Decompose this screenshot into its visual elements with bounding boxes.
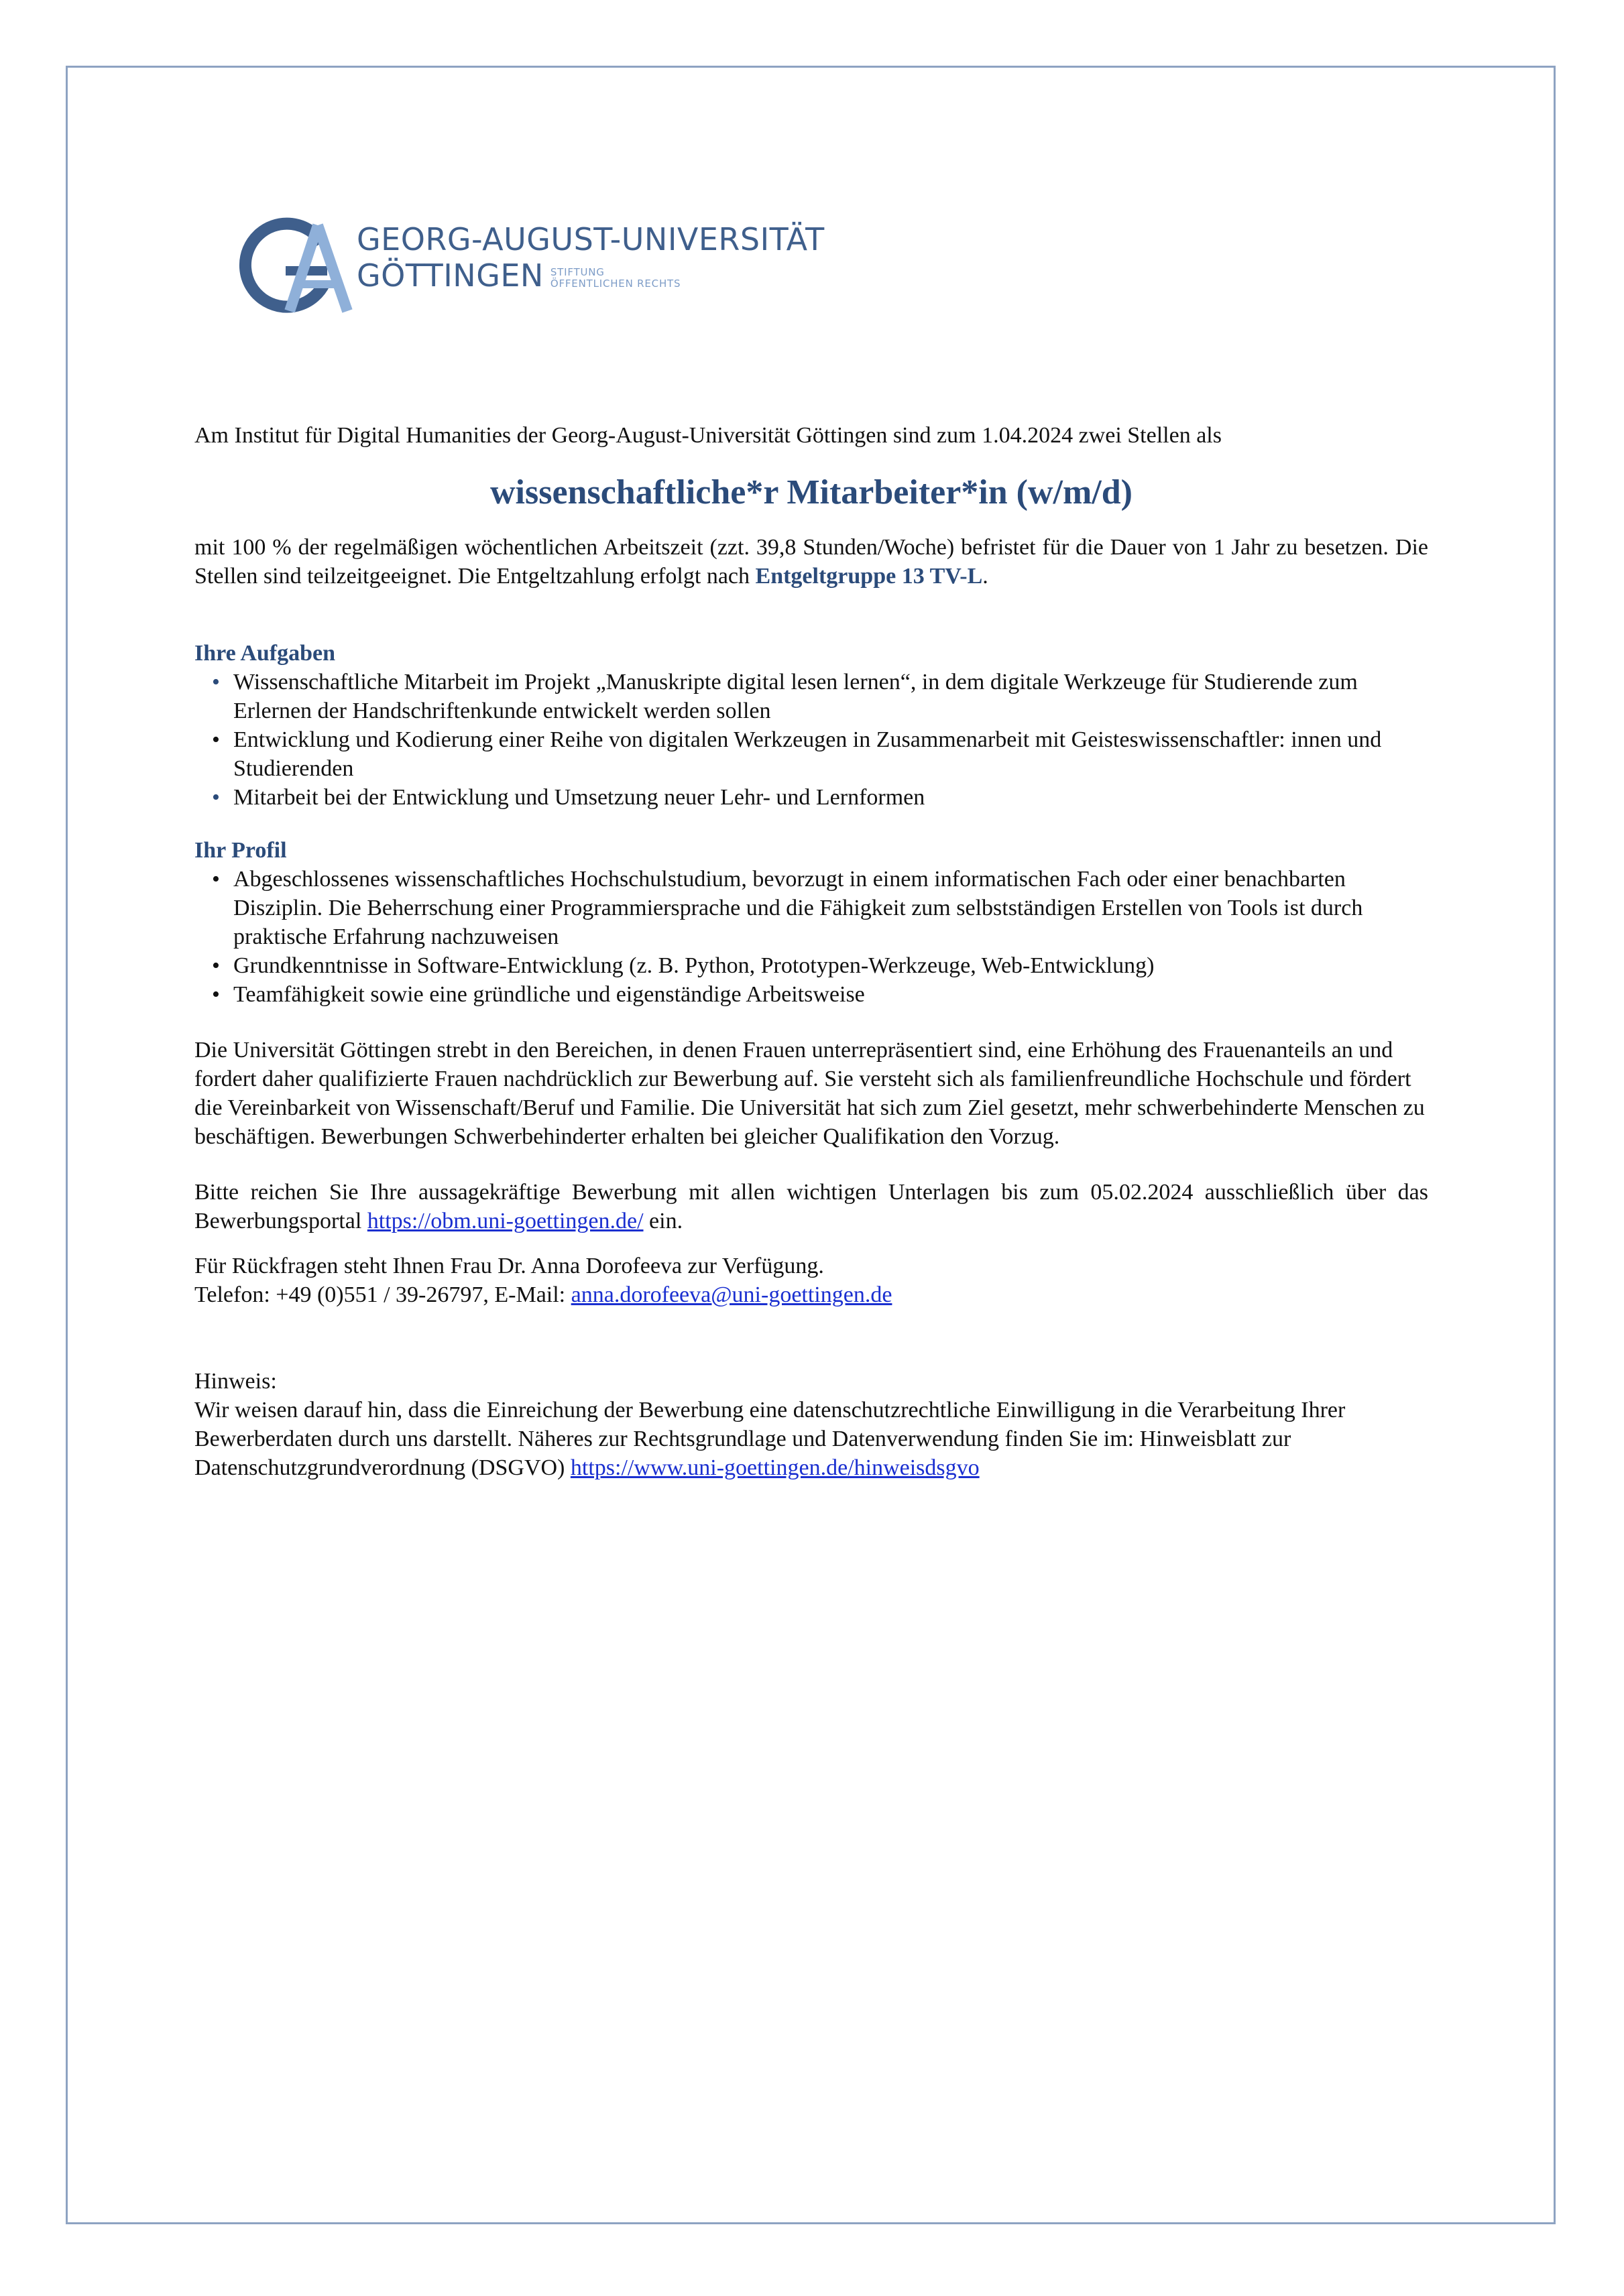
job-title: wissenschaftliche*r Mitarbeiter*in (w/m/d) (490, 473, 1133, 511)
logo-subtitle: STIFTUNG ÖFFENTLICHEN RECHTS (550, 266, 681, 290)
application-portal-link[interactable]: https://obm.uni-goettingen.de/ (367, 1209, 644, 1233)
contact-email-link[interactable]: anna.dorofeeva@uni-goettingen.de (571, 1282, 892, 1307)
list-item: • Entwicklung und Kodierung einer Reihe von digitalen Werkzeugen in Zusammenarbeit mit Geisteswissenschaftler: innen und Studierenden (194, 725, 1428, 783)
list-item: • Mitarbeit bei der Entwicklung und Umsetzung neuer Lehr- und Lernformen (194, 783, 1428, 812)
notice-label: Hinweis: (194, 1369, 277, 1394)
profile-list (194, 865, 1428, 1009)
bullet-icon: • (212, 727, 220, 752)
bullet-icon: • (212, 867, 220, 892)
terms-paragraph: mit 100 % der regelmäßigen wöchentlichen Arbeitszeit (zzt. 39,8 Stunden/Woche) befristet für die Dauer von 1 Jahr zu besetzen. Die Stellen sind teilzeitgeeignet. Die Entgeltzahlung erfolgt nach Entgeltgruppe 13 TV-L. (194, 535, 1428, 589)
job-posting (194, 421, 1428, 1482)
tasks-heading: Ihre Aufgaben (194, 641, 336, 666)
contact-details: Telefon: +49 (0)551 / 39-26797, E-Mail: anna.dorofeeva@uni-goettingen.de (194, 1282, 892, 1307)
profile-heading: Ihr Profil (194, 838, 287, 863)
tasks-list (194, 668, 1428, 812)
privacy-notice: Wir weisen darauf hin, dass die Einreichung der Bewerbung eine datenschutzrechtliche Einwilligung in die Verarbeitung Ihrer Bewerberdaten durch uns darstellt. Näheres zur Rechtsgrundlage und Datenverwendung finden Sie im: Hinweisblatt zur Datenschutzgrundverordnung (DSGVO) https://www.uni-goettingen.de/hinweisdsgvo (194, 1398, 1346, 1480)
application-instructions: Bitte reichen Sie Ihre aussagekräftige Bewerbung mit allen wichtigen Unterlagen bis zum 05.02.2024 ausschließlich über das Bewerbungsportal https://obm.uni-goettingen.de/ ein. (194, 1180, 1428, 1233)
ga-logo-mark-icon (239, 213, 353, 314)
pay-group: Entgeltgruppe 13 TV-L (755, 564, 983, 589)
list-item: • Wissenschaftliche Mitarbeit im Projekt „Manuskripte digital lesen lernen“, in dem digitale Werkzeuge für Studierende zum Erlernen der Handschriftenkunde entwickelt werden sollen (194, 668, 1428, 725)
bullet-icon: • (212, 953, 220, 978)
university-logo (239, 213, 825, 314)
contact-person: Für Rückfragen steht Ihnen Frau Dr. Anna Dorofeeva zur Verfügung. (194, 1254, 824, 1278)
list-item: • Teamfähigkeit sowie eine gründliche und eigenständige Arbeitsweise (194, 980, 1428, 1009)
intro-text: Am Institut für Digital Humanities der Georg-August-Universität Göttingen sind zum 1.04.2024 zwei Stellen als (194, 423, 1222, 448)
bullet-icon: • (212, 785, 220, 810)
list-item: • Abgeschlossenes wissenschaftliches Hochschulstudium, bevorzugt in einem informatischen Fach oder einer benachbarten Disziplin. Die Beherrschung einer Programmiersprache und die Fähigkeit zum selbstständigen Erstellen von Tools ist durch praktische Erfahrung nachzuweisen (194, 865, 1428, 951)
bullet-icon: • (212, 670, 220, 694)
equality-statement: Die Universität Göttingen strebt in den Bereichen, in denen Frauen unterrepräsentiert sind, eine Erhöhung des Frauenanteils an und fordert daher qualifizierte Frauen nachdrücklich zur Bewerbung auf. Sie versteht sich als familienfreundliche Hochschule und fördert die Vereinbarkeit von Wissenschaft/Beruf und Familie. Die Universität hat sich zum Ziel gesetzt, mehr schwerbehinderte Menschen zu beschäftigen. Bewerbungen Schwerbehinderter erhalten bei gleicher Qualifikation den Vorzug. (194, 1038, 1425, 1149)
list-item: • Grundkenntnisse in Software-Entwicklung (z. B. Python, Prototypen-Werkzeuge, Web-Entwicklung) (194, 951, 1428, 980)
bullet-icon: • (212, 982, 220, 1007)
privacy-notice-link[interactable]: https://www.uni-goettingen.de/hinweisdsgvo (570, 1455, 980, 1480)
logo-city-name: GÖTTINGEN (357, 257, 544, 294)
logo-university-name: GEORG-AUGUST-UNIVERSITÄT (357, 221, 825, 257)
